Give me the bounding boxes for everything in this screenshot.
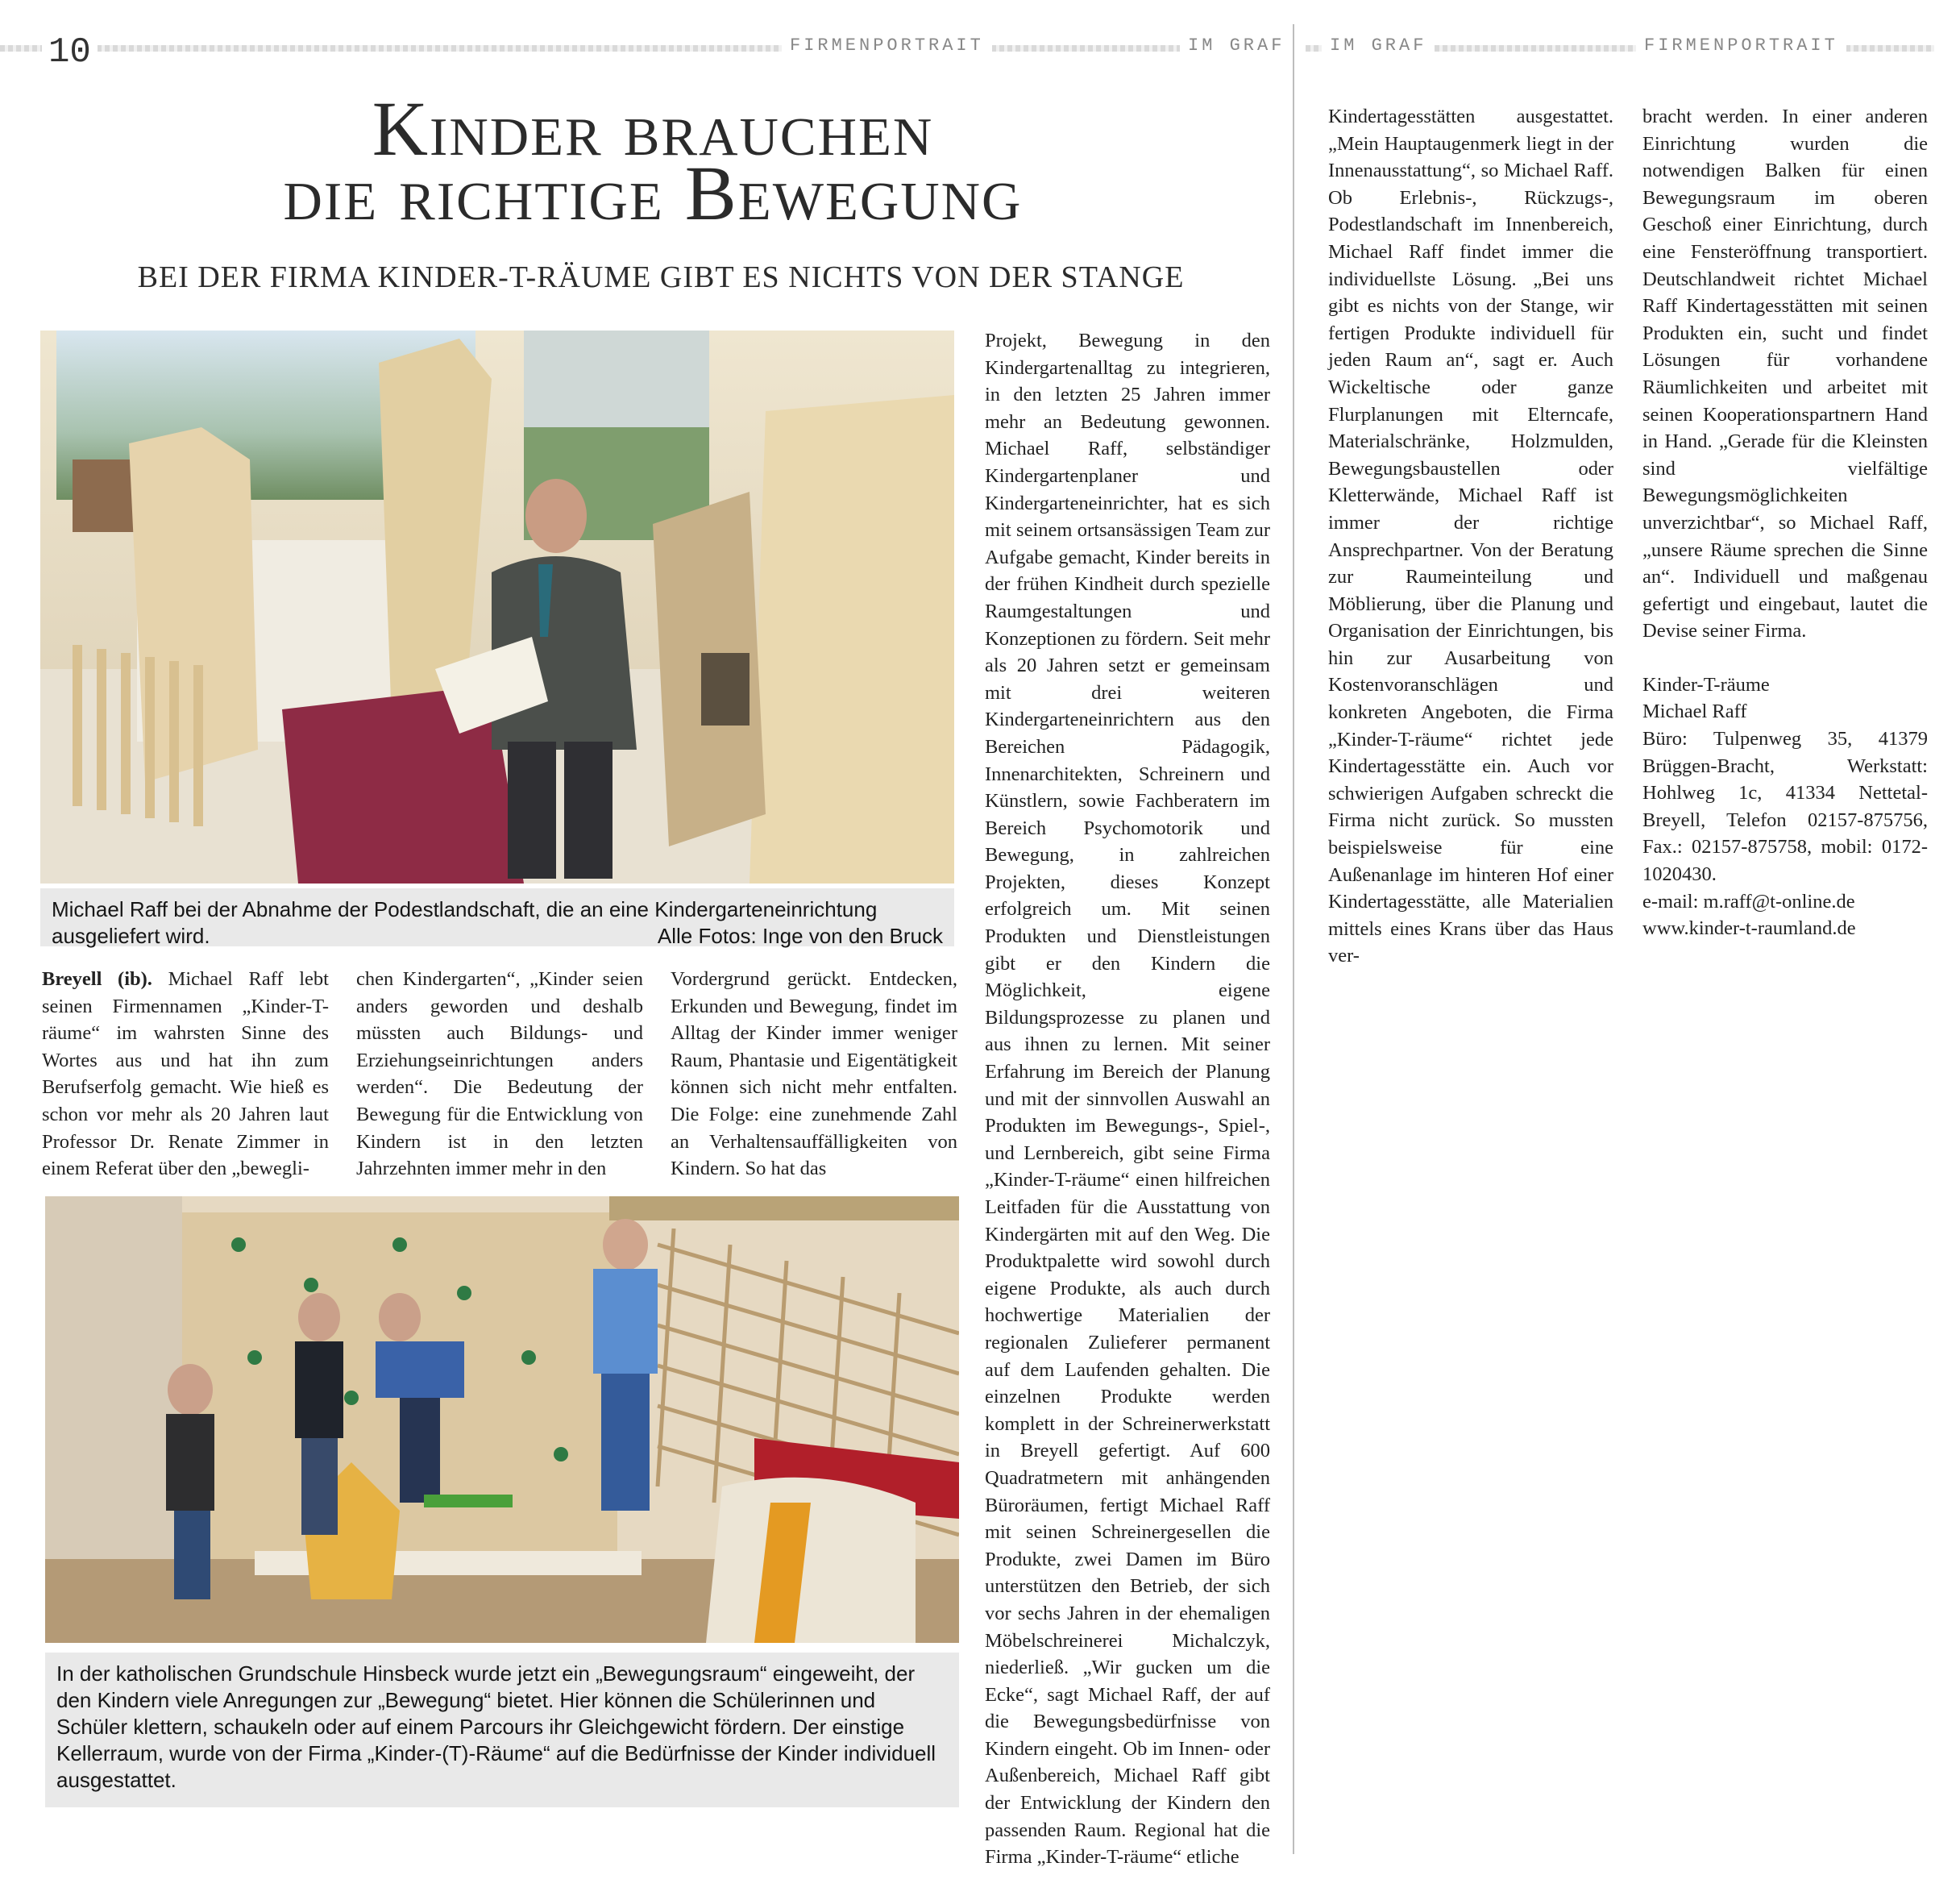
classroom-photo <box>45 1196 959 1643</box>
body-column-4 <box>985 327 1270 1871</box>
headline <box>193 85 1112 236</box>
lead-in: Breyell (ib). <box>42 968 152 990</box>
page-number: 10 <box>42 32 98 73</box>
contact-address: Büro: Tulpenweg 35, 41379 Brüggen-Bracht, Werkstatt: Hohlweg 1c, 41334 Nettetal-Breyell, Telefon 02157-875756, Fax.: 02157-875758, mobil: 0172-1020430. <box>1642 728 1928 886</box>
body-text-4: Projekt, Bewegung in den Kindergartenalltag zu integrieren, in den letzten 25 Jahren immer mehr an Bedeutung gewonnen. Michael Raff, selbständiger Kindergartenplaner und Kindergarteneinrichter, hat es sich mit seinem ortsansässigen Team zur Aufgabe gemacht, Kinder bereits in der frühen Kindheit durch spezielle Raumgestaltungen und Konzeptionen zu fördern. Seit mehr als 20 Jahren setzt er gemeinsam mit drei weiteren Kindergarteneinrichtern aus den Bereichen Pädagogik, Innenarchitekten, Schreinern und Künstlern, sowie Fachberatern im Bereich Psychomotorik und Bewegung, in zahlreichen Projekten, dieses Konzept erfolgreich um. Mit seinen Produkten und Dienstleistungen gibt er den Kindern die Möglichkeit, eigene Bildungsprozesse zu planen und aus ihnen zu lernen. Mit seiner Erfahrung im Bereich der Planung und mit der sinnvollen Auswahl an Produkten im Bewegungs-, Spiel-, und Lernbereich, gibt seine Firma „Kinder-T-räume“ einen hilfreichen Leitfaden für die Ausstattung von Kindergärten mit auf den Weg. Die Produktpalette wird sowohl durch eigene Produkte, als auch durch hochwertige Materialien der regionalen Zulieferer permanent auf dem Laufenden gehalten. Die einzelnen Produkte werden komplett in der Schreinerwerkstatt in Breyell gefertigt. Auf 600 Quadratmetern mit anhängenden Büroräumen, fertigt Michael Raff mit seinen Schreinergesellen die Produkte, zwei Damen im Büro unterstützen den Betrieb, der sich vor sechs Jahren in der ehemaligen Möbelschreinerei Michalczyk, niederließ. „Wir gucken um die Ecke“, sagt Michael Raff, der auf die Bewegungsbedürfnisse von Kindern eingeht. Ob im Innen- oder Außenbereich, Michael Raff gibt der Entwicklung der Kindern den passenden Raum. Regional hat die Firma „Kinder-T-räume“ etliche <box>985 330 1270 1869</box>
subheadline: BEI DER FIRMA KINDER-T-RÄUME GIBT ES NICHTS VON DER STANGE <box>137 260 1185 294</box>
contact-email: e-mail: m.raff@t-online.de <box>1642 890 1855 913</box>
contact-company: Kinder-T-räume <box>1642 673 1770 696</box>
photo-credit: Alle Fotos: Inge von den Bruck <box>657 924 943 948</box>
page-gutter <box>1293 24 1294 1854</box>
contact-website: www.kinder-t-raumland.de <box>1642 917 1856 940</box>
body-text-1: Michael Raff lebt seinen Firmennamen „Kinder-T-räume“ im wahrsten Sinne des Wortes aus und hat ihn zum Berufserfolg gemacht. Wie hieß es schon vor mehr als 20 Jahren laut Professor Dr. Renate Zimmer in einem Referat über den „bewegli- <box>42 968 329 1180</box>
contact-name: Michael Raff <box>1642 701 1747 723</box>
body-text-2: chen Kindergarten“, „Kinder seien anders geworden und deshalb müssten auch Bildungs- und Erziehungseinrichtungen anders werden“. Die Bedeutung der Bewegung für die Entwicklung von Kindern ist in den letzten Jahrzehnten immer mehr in den <box>356 968 643 1180</box>
magazine-label-left: IM GRAF <box>1180 35 1293 56</box>
body-text-3: Vordergrund gerückt. Entdecken, Erkunden und Bewegung, findet im Alltag der Kinder immer weniger Raum, Phantasie und Eigentätigkeit können sich nicht mehr entfalten. Die Folge: eine zunehmende Zahl an Verhaltensauffälligkeiten von Kindern. So hat das <box>671 968 957 1180</box>
body-column-6 <box>1642 103 1928 942</box>
workshop-caption-text: Michael Raff bei der Abnahme der Podestlandschaft, die an eine Kindergarteneinrichtung ausgeliefert wird. <box>52 897 878 948</box>
body-text-6: bracht werden. In einer anderen Einrichtung wurden die notwendigen Balken für einen Bewegungsraum im oberen Geschoß einer Einrichtung, durch eine Fensteröffnung transportiert. Deutschlandweit richtet Michael Raff Kindertagesstätten mit seinen Produkten ein, sucht und findet Lösungen für vorhandene Räumlichkeiten und arbeitet mit seinen Kooperationspartnern Hand in Hand. „Gerade für die Kleinsten sind vielfältige Bewegungsmöglichkeiten unverzichtbar“, so Michael Raff, „unsere Räume sprechen die Sinne an“. Individuell und maßgenau gefertigt und eingebaut, lautet die Devise seiner Firma. <box>1642 106 1928 642</box>
headline-line-1: Kinder brauchen <box>372 85 934 172</box>
body-text-5: Kindertagesstätten ausgestattet. „Mein Hauptaugenmerk liegt in der Innenausstattung“, so Michael Raff. Ob Erlebnis-, Rückzugs-, Podestlandschaft im Innenbereich, Michael Raff findet immer die individuellste Lösung. „Bei uns gibt es nichts von der Stange, wir fertigen Produkte individuell für jeden Raum an“, sagt er. Auch Wickeltische oder ganze Flurplanungen mit Elterncafe, Materialschränke, Holzmulden, Bewegungsbaustellen oder Kletterwände, Michael Raff ist immer der richtige Ansprechpartner. Von der Beratung zur Raumeinteilung und Möblierung, über die Planung und Organisation der Einrichtungen, bis hin zur Ausarbeitung von Kostenvoranschlägen und konkreten Angeboten, die Firma „Kinder-T-räume“ richtet jede Kindertagesstätte ein. Auch vor schwierigen Aufgaben schreckt die Firma nicht zurück. So mussten beispielsweise für eine Außenanlage im hinteren Hof einer Kindertagesstätte, alle Materialien mittels eines Krans über das Haus ver- <box>1328 106 1613 967</box>
section-label-right: FIRMENPORTRAIT <box>1636 35 1846 56</box>
classroom-photo-caption <box>45 1653 959 1807</box>
workshop-photo <box>40 331 954 884</box>
body-column-1 <box>42 966 329 1183</box>
body-column-3 <box>671 966 957 1183</box>
body-column-2 <box>356 966 643 1183</box>
magazine-label-right: IM GRAF <box>1322 35 1435 56</box>
header-rule-left <box>0 45 1281 52</box>
contact-block <box>1642 672 1928 942</box>
headline-line-2: die richtige Bewegung <box>283 150 1023 236</box>
classroom-caption-text: In der katholischen Grundschule Hinsbeck wurde jetzt ein „Bewegungsraum“ eingeweiht, der den Kindern viele Anregungen zur „Bewegung“ bietet. Hier können die Schülerinnen und Schüler klettern, schaukeln oder auf einem Parcours ihr Gleichgewicht fördern. Der einstige Kellerraum, wurde von der Firma „Kinder-(T)-Räume“ auf die Bedürfnisse der Kinder individuell ausgestattet. <box>56 1661 936 1792</box>
workshop-photo-caption <box>40 888 954 946</box>
body-column-5 <box>1328 103 1613 970</box>
section-label-left: FIRMENPORTRAIT <box>782 35 992 56</box>
